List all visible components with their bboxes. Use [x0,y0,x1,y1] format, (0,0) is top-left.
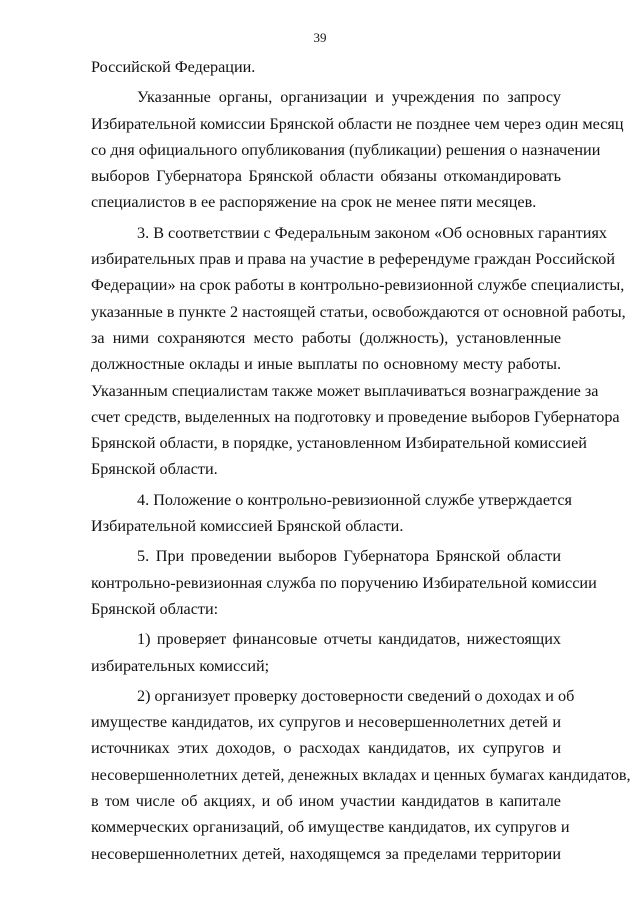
document-body [91,54,631,871]
text-line: Брянской области, в порядке, установленном Избирательной комиссией [91,434,587,453]
text-line: Избирательной комиссией Брянской области. [91,517,404,536]
text-line: выборов Губернатора Брянской области обязаны откомандировать [91,167,561,186]
text-line: избирательных прав и права на участие в референдуме граждан Российской [91,250,616,269]
text-line: в том числе об акциях, и об ином участии кандидатов в капитале [91,792,561,811]
text-line: за ними сохраняются место работы (должность), установленные [91,328,561,347]
text-line: 3. В соответствии с Федеральным законом «Об основных гарантиях [137,223,607,242]
text-line: Брянской области. [91,460,218,479]
text-line: несовершеннолетних детей, денежных вкладах и ценных бумагах кандидатов, [91,765,631,784]
text-line: 5. При проведении выборов Губернатора Брянской области [137,547,561,566]
text-line: счет средств, выделенных на подготовку и проведение выборов Губернатора [91,407,620,426]
text-line: 1) проверяет финансовые отчеты кандидатов, нижестоящих [137,630,561,649]
text-line: Указанным специалистам также может выплачиваться вознаграждение за [91,381,599,400]
text-line: Российской Федерации. [91,58,256,76]
paragraph [91,543,597,622]
paragraph [91,626,561,679]
text-line: 2) организует проверку достоверности сведений о доходах и об [137,686,575,705]
paragraph [91,84,624,215]
text-line: Указанные органы, организации и учреждения по запросу [137,88,561,107]
paragraph [91,683,631,867]
text-line: коммерческих организаций, об имуществе кандидатов, их супругов и [91,818,570,837]
text-line: должностные оклады и иные выплаты по основному месту работы. [91,355,561,374]
text-line: Брянской области: [91,599,219,618]
paragraph [91,487,572,540]
text-line: специалистов в ее распоряжение на срок не менее пяти месяцев. [91,193,537,212]
paragraph [91,220,626,483]
text-line: указанные в пункте 2 настоящей статьи, освобождаются от основной работы, [91,302,626,321]
text-line: контрольно-ревизионная служба по поручению Избирательной комиссии [91,573,597,592]
text-line: источниках этих доходов, о расходах кандидатов, их супругов и [91,739,561,758]
page-number: 39 [313,30,327,45]
paragraph [91,54,561,80]
text-line: со дня официального опубликования (публикации) решения о назначении [91,140,601,159]
text-line: избирательных комиссий; [91,656,270,675]
text-line: Избирательной комиссии Брянской области не позднее чем через один месяц [91,114,624,133]
text-line: несовершеннолетних детей, находящемся за пределами территории [91,844,561,863]
text-line: имуществе кандидатов, их супругов и несовершеннолетних детей и [91,713,561,732]
text-line: 4. Положение о контрольно-ревизионной службе утверждается [137,490,572,509]
text-line: Федерации» на срок работы в контрольно-ревизионной службе специалисты, [91,276,625,295]
